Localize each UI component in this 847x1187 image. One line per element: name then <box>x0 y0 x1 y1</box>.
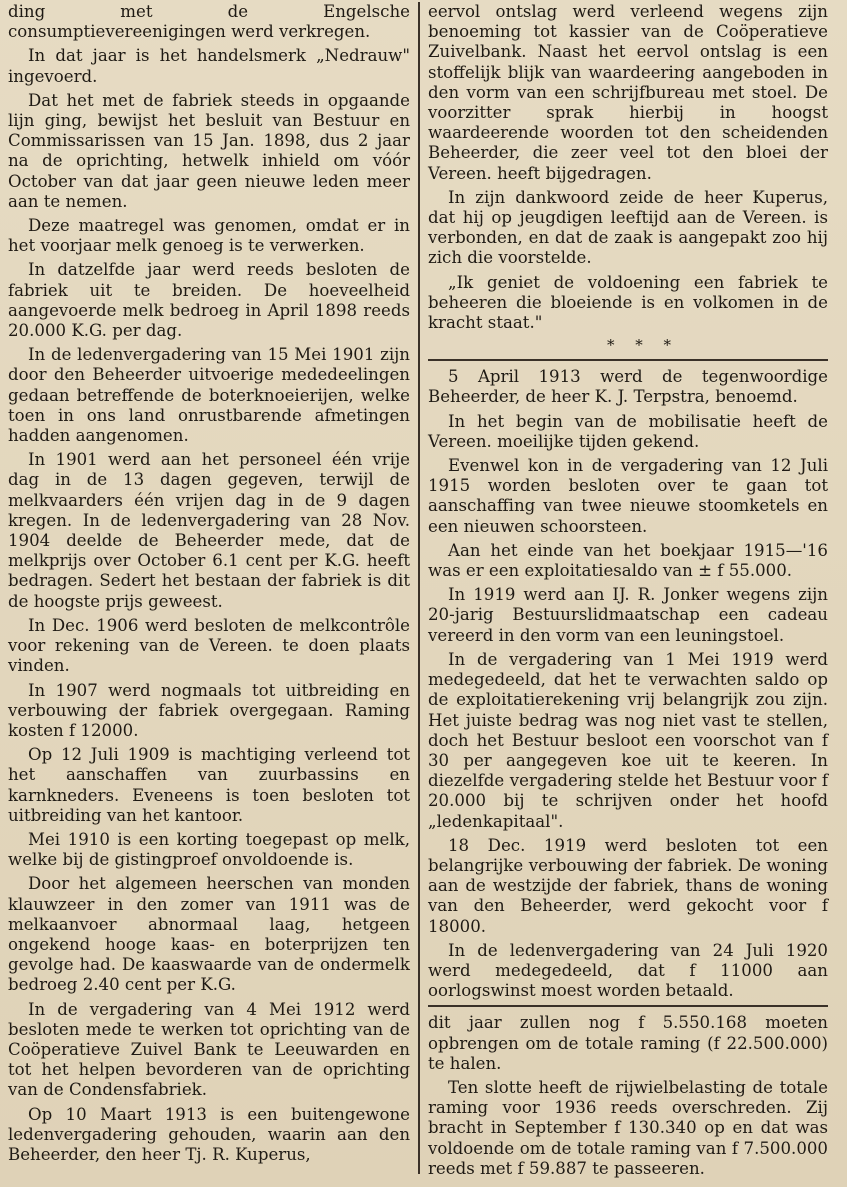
paragraph: In de ledenvergadering van 24 Juli 1920 werd medegedeeld, dat f 11000 aan oorlogswinst moest worden betaald. <box>428 940 828 1001</box>
right-column <box>420 2 832 1182</box>
horizontal-rule <box>428 1005 828 1007</box>
paragraph: Op 12 Juli 1909 is machtiging verleend tot het aanschaffen van zuurbassins en karnkneders. Eveneens is toen besloten tot uitbreiding van het kantoor. <box>8 745 410 825</box>
paragraph: In dat jaar is het handelsmerk „Nedrauw" ingevoerd. <box>8 46 410 86</box>
paragraph: ding met de Engelsche consumptievereenigingen werd verkregen. <box>8 2 410 42</box>
paragraph: In 1901 werd aan het personeel één vrije dag in de 13 dagen gegeven, terwijl de melkvaarders één vrijen dag in de 9 dagen kregen. In de ledenvergadering van 28 Nov. 1904 deelde de Beheerder mede, dat de melkprijs over October 6.1 cent per K.G. heeft bedragen. Sedert het bestaan der fabriek is dit de hoogste prijs geweest. <box>8 450 410 611</box>
paragraph: In datzelfde jaar werd reeds besloten de fabriek uit te breiden. De hoeveelheid aangevoerde melk bedroeg in April 1898 reeds 20.000 K.G. per dag. <box>8 260 410 341</box>
left-column <box>6 2 418 1182</box>
horizontal-rule <box>428 359 828 361</box>
paragraph: Mei 1910 is een korting toegepast op melk, welke bij de gistingproef onvoldoende is. <box>8 829 410 870</box>
paragraph: Dat het met de fabriek steeds in opgaande lijn ging, bewijst het besluit van Bestuur en Commissarissen van 15 Jan. 1898, dus 2 jaar na de oprichting, hetwelk inhield om vóór October van dat jaar geen nieuwe leden meer aan te nemen. <box>8 90 410 211</box>
paragraph: Evenwel kon in de vergadering van 12 Juli 1915 worden besloten over te gaan tot aanschaffing van twee nieuwe stoomketels en een nieuwen schoorsteen. <box>428 456 828 536</box>
article-columns <box>6 2 841 1182</box>
paragraph: In de vergadering van 4 Mei 1912 werd besloten mede te werken tot oprichting van de Coöperatieve Zuivel Bank te Leeuwarden en tot het helpen bevorderen van de oprichting van de Condensfabriek. <box>8 999 410 1100</box>
paragraph: eervol ontslag werd verleend wegens zijn benoeming tot kassier van de Coöperatieve Zuivelbank. Naast het eervol ontslag is een stoffelijk blijk van waardeering aangeboden in den vorm van een schrijfbureau met stoel. De voorzitter sprak hierbij in hoogst waardeerende woorden tot den scheidenden Beheerder, die zeer veel tot den bloei der Vereen. heeft bijgedragen. <box>428 2 828 183</box>
paragraph: Aan het einde van het boekjaar 1915—'16 was er een exploitatiesaldo van ± f 55.000. <box>428 540 828 581</box>
paragraph: In zijn dankwoord zeide de heer Kuperus, dat hij op jeugdigen leeftijd aan de Vereen. is verbonden, en dat de zaak is aangepakt zoo hij zich die voorstelde. <box>428 187 828 268</box>
paragraph: In de vergadering van 1 Mei 1919 werd medegedeeld, dat het te verwachten saldo op de exploitatierekening vrij belangrijk zou zijn. Het juiste bedrag was nog niet vast te stellen, doch het Bestuur besloot een voorschot van f 30 per aangegeven koe uit te keeren. In diezelfde vergadering stelde het Bestuur voor f 20.000 bij te schrijven onder het hoofd „ledenkapitaal". <box>428 649 828 831</box>
quote-paragraph: „Ik geniet de voldoening een fabriek te beheeren die bloeiende is en volkomen in de kracht staat." <box>428 272 828 333</box>
paragraph: In Dec. 1906 werd besloten de melkcontrôle voor rekening van de Vereen. te doen plaats vinden. <box>8 615 410 676</box>
paragraph: 5 April 1913 werd de tegenwoordige Beheerder, de heer K. J. Terpstra, benoemd. <box>428 367 828 407</box>
section-separator: * * * <box>606 336 680 355</box>
paragraph: In 1907 werd nogmaals tot uitbreiding en verbouwing der fabriek overgegaan. Raming kosten f 12000. <box>8 680 410 740</box>
paragraph: Deze maatregel was genomen, omdat er in het voorjaar melk genoeg is te verwerken. <box>8 216 410 256</box>
paragraph: dit jaar zullen nog f 5.550.168 moeten opbrengen om de totale raming (f 22.500.000) te halen. <box>428 1013 828 1073</box>
paragraph: In de ledenvergadering van 15 Mei 1901 zijn door den Beheerder uitvoerige mededeelingen gedaan betreffende de boterknoeierijen, welke toen in ons land onrustbarende afmetingen hadden aangenomen. <box>8 345 410 446</box>
paragraph: Door het algemeen heerschen van monden klauwzeer in den zomer van 1911 was de melkaanvoer abnormaal laag, hetgeen ongekend hooge kaas- en boterprijzen ten gevolge had. De kaaswaarde van de ondermelk bedroeg 2.40 cent per K.G. <box>8 874 410 995</box>
paragraph: Ten slotte heeft de rijwielbelasting de totale raming voor 1936 reeds overschreden. Zij bracht in September f 130.340 op en dat was voldoende om de totale raming van f 7.500.000 reeds met f 59.887 te passeeren. <box>428 1077 828 1178</box>
paragraph: In het begin van de mobilisatie heeft de Vereen. moeilijke tijden gekend. <box>428 411 828 451</box>
paragraph: 18 Dec. 1919 werd besloten tot een belangrijke verbouwing der fabriek. De woning aan de westzijde der fabriek, thans de woning van den Beheerder, werd gekocht voor f 18000. <box>428 835 828 936</box>
paragraph: Op 10 Maart 1913 is een buitengewone ledenvergadering gehouden, waarin aan den Beheerder, den heer Tj. R. Kuperus, <box>8 1104 410 1164</box>
paragraph: In 1919 werd aan IJ. R. Jonker wegens zijn 20-jarig Bestuurslidmaatschap een cadeau vereerd in den vorm van een leuningstoel. <box>428 585 828 645</box>
